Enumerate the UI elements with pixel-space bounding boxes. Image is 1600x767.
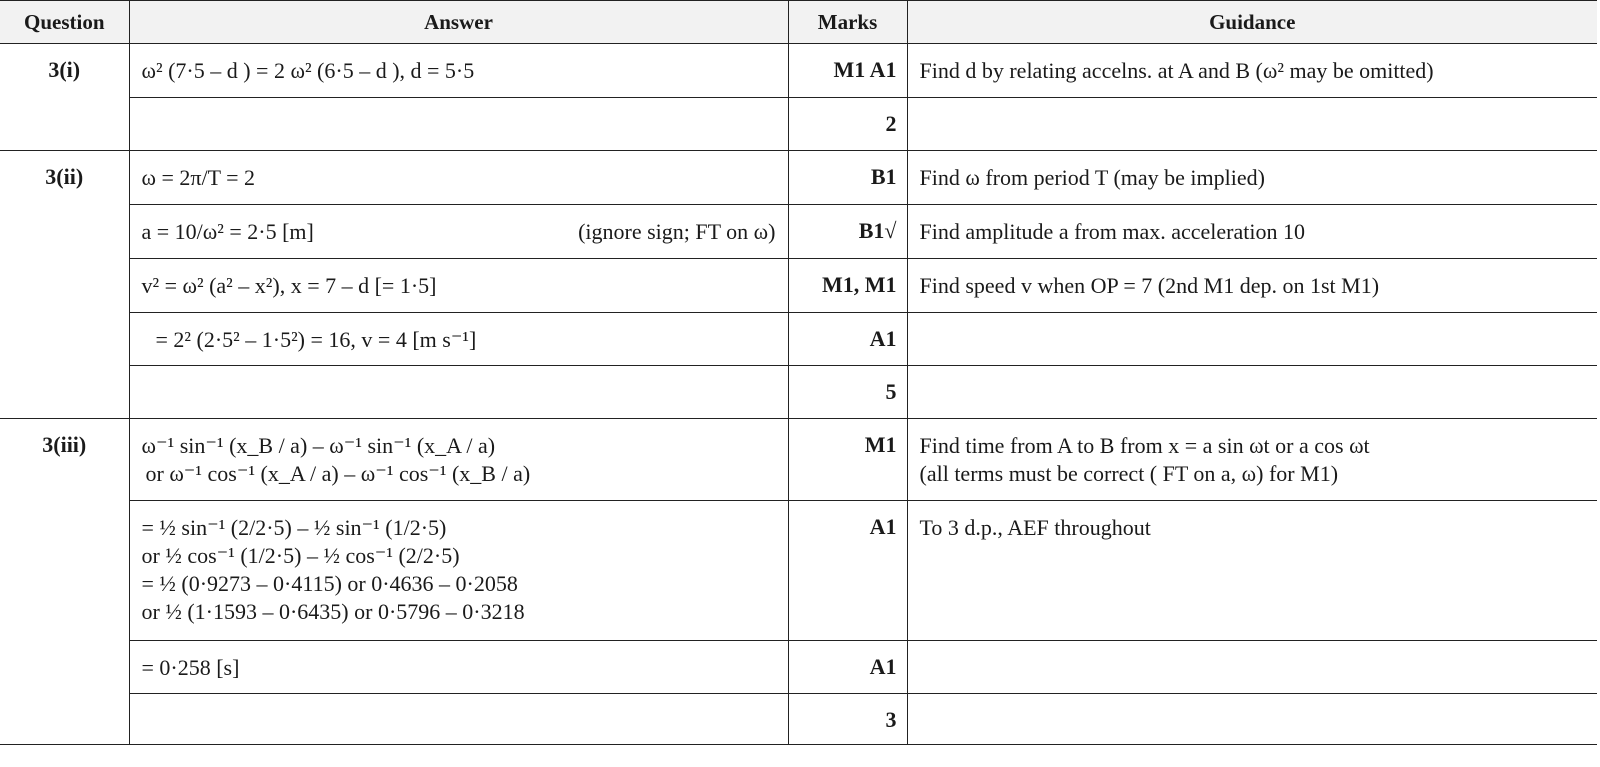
answer-header: Answer: [129, 1, 788, 44]
answer-cell: [129, 419, 788, 501]
marks-cell: A1: [788, 501, 907, 641]
answer-cell: [129, 694, 788, 745]
guidance-cell: Find amplitude a from max. acceleration 10: [907, 205, 1597, 259]
header-row: [0, 1, 1597, 44]
guidance-cell: [907, 313, 1597, 366]
answer-cell: = 0·258 [s]: [129, 641, 788, 694]
marks-cell: A1: [788, 313, 907, 366]
total-marks: 3: [788, 694, 907, 745]
question-label: 3(iii): [0, 419, 129, 745]
answer-note: (ignore sign; FT on ω): [578, 219, 776, 244]
table-row: [0, 694, 1597, 745]
guidance-cell: [907, 694, 1597, 745]
answer-line: = ½ sin⁻¹ (2/2·5) – ½ sin⁻¹ (1/2·5): [141, 515, 447, 540]
answer-cell: [129, 205, 788, 259]
question-label: 3(i): [0, 44, 129, 151]
guidance-line: Find time from A to B from x = a sin ωt or a cos ωt: [919, 433, 1370, 458]
guidance-cell: Find d by relating accelns. at A and B (ω² may be omitted): [907, 44, 1597, 98]
answer-cell: = 2² (2·5² – 1·5²) = 16, v = 4 [m s⁻¹]: [129, 313, 788, 366]
marks-cell: A1: [788, 641, 907, 694]
table-row: [0, 205, 1597, 259]
table-row: [0, 151, 1597, 205]
answer-line: or ½ cos⁻¹ (1/2·5) – ½ cos⁻¹ (2/2·5): [141, 543, 460, 568]
table-row: [0, 259, 1597, 313]
guidance-cell: [907, 641, 1597, 694]
marks-header: Marks: [788, 1, 907, 44]
guidance-cell: To 3 d.p., AEF throughout: [907, 501, 1597, 641]
marks-cell: B1√: [788, 205, 907, 259]
answer-cell: [129, 98, 788, 151]
answer-cell: [129, 501, 788, 641]
answer-text: a = 10/ω² = 2·5 [m]: [141, 219, 314, 244]
answer-cell: v² = ω² (a² – x²), x = 7 – d [= 1·5]: [129, 259, 788, 313]
answer-cell: [129, 366, 788, 419]
guidance-cell: [907, 366, 1597, 419]
guidance-cell: [907, 419, 1597, 501]
table-row: [0, 313, 1597, 366]
answer-line: or ½ (1·1593 – 0·6435) or 0·5796 – 0·3218: [141, 599, 525, 624]
marks-cell: B1: [788, 151, 907, 205]
question-header: Question: [0, 1, 129, 44]
answer-line: or ω⁻¹ cos⁻¹ (x_A / a) – ω⁻¹ cos⁻¹ (x_B / a): [145, 461, 531, 486]
marks-cell: M1, M1: [788, 259, 907, 313]
table-row: [0, 44, 1597, 98]
total-marks: 2: [788, 98, 907, 151]
guidance-cell: Find ω from period T (may be implied): [907, 151, 1597, 205]
guidance-cell: [907, 98, 1597, 151]
table-row: [0, 419, 1597, 501]
total-marks: 5: [788, 366, 907, 419]
table-row: [0, 641, 1597, 694]
marks-cell: M1: [788, 419, 907, 501]
answer-cell: ω² (7·5 – d ) = 2 ω² (6·5 – d ), d = 5·5: [129, 44, 788, 98]
answer-line: = ½ (0·9273 – 0·4115) or 0·4636 – 0·2058: [141, 571, 518, 596]
guidance-line: (all terms must be correct ( FT on a, ω) for M1): [919, 461, 1339, 486]
answer-cell: ω = 2π/T = 2: [129, 151, 788, 205]
table-row: [0, 366, 1597, 419]
guidance-cell: Find speed v when OP = 7 (2nd M1 dep. on 1st M1): [907, 259, 1597, 313]
answer-line: ω⁻¹ sin⁻¹ (x_B / a) – ω⁻¹ sin⁻¹ (x_A / a): [141, 433, 496, 458]
question-label: 3(ii): [0, 151, 129, 419]
marks-cell: M1 A1: [788, 44, 907, 98]
table-row: [0, 501, 1597, 641]
table-row: [0, 98, 1597, 151]
guidance-header: Guidance: [907, 1, 1597, 44]
